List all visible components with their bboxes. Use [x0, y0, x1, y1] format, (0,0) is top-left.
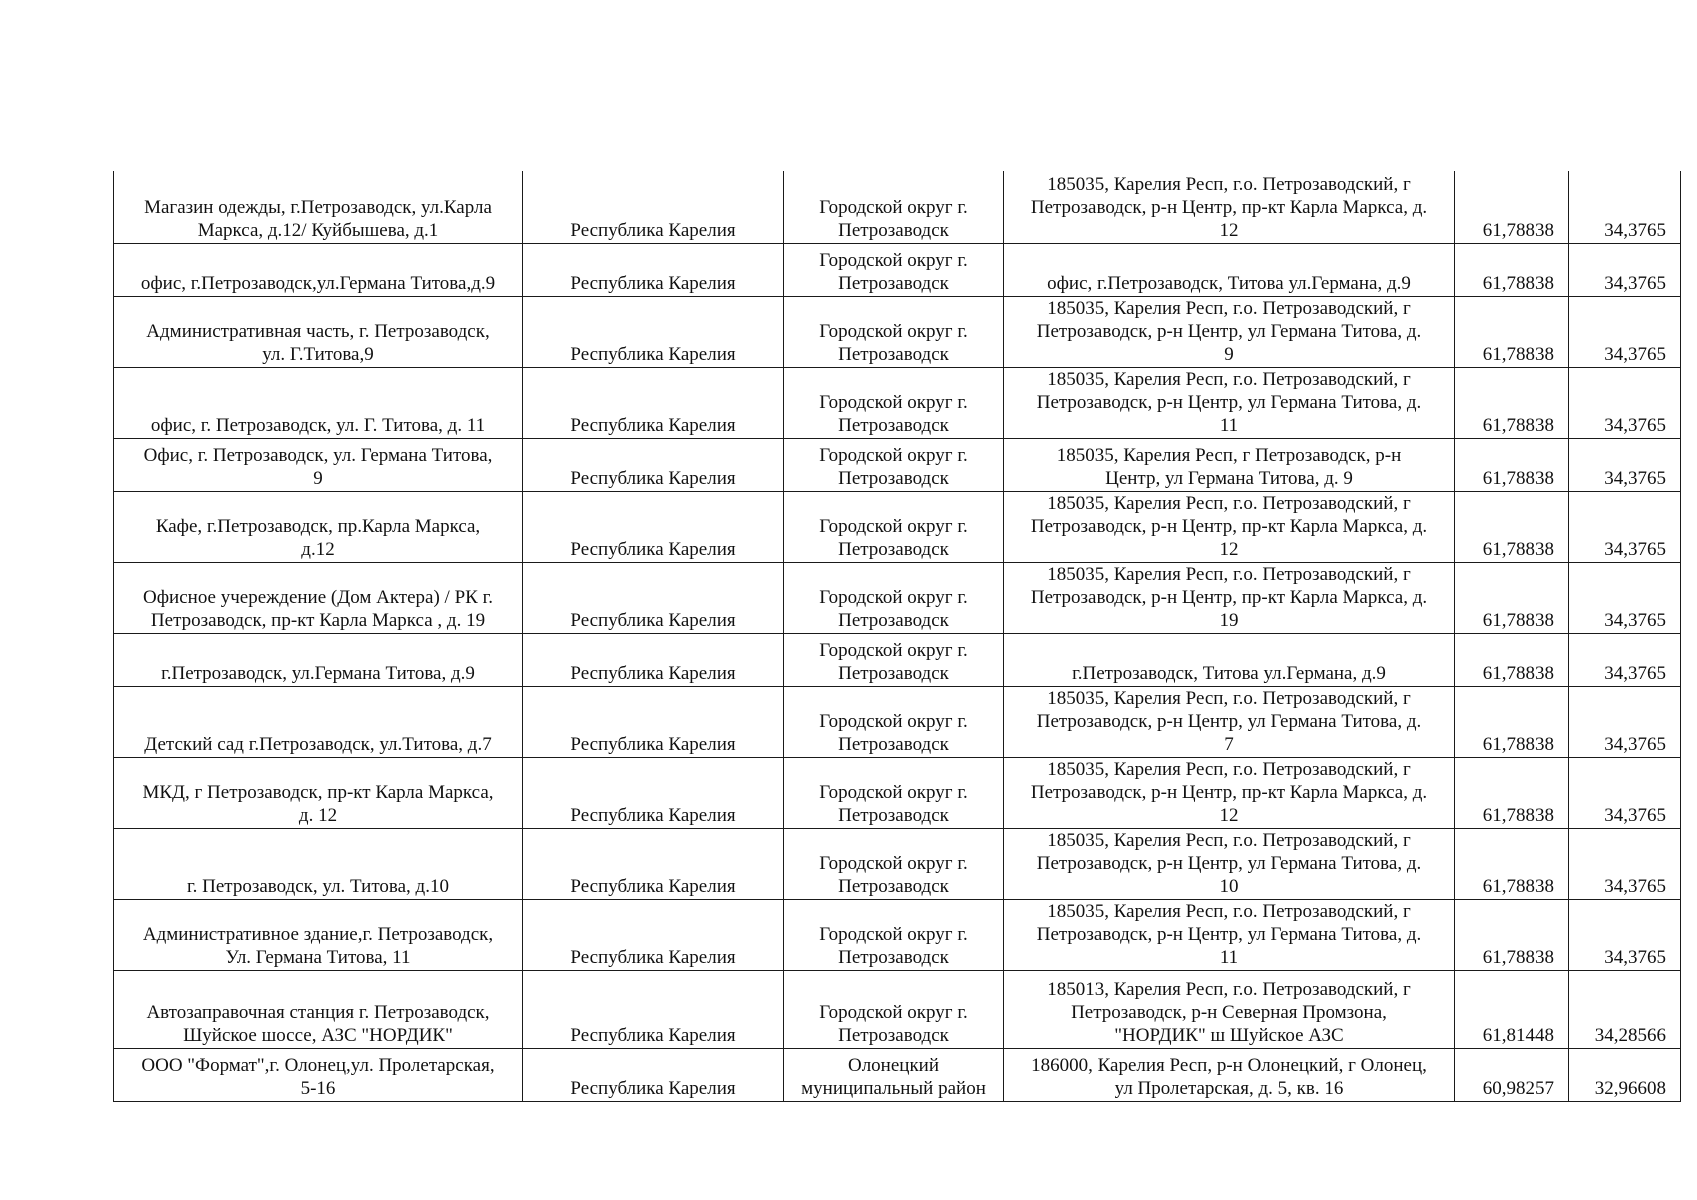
cell-address-text: 185035, Карелия Респ, г.о. Петрозаводский, г Петрозаводск, р-н Центр, пр-кт Карла Маркса, д. 12 [1030, 173, 1428, 241]
cell-latitude [1455, 171, 1569, 243]
cell-latitude [1455, 367, 1569, 438]
cell-latitude-text: 61,78838 [1482, 272, 1554, 294]
cell-municipality-text: Олонецкий муниципальный район [801, 1054, 986, 1099]
cell-latitude-text: 61,78838 [1482, 219, 1554, 241]
cell-latitude [1455, 899, 1569, 970]
cell-longitude-text: 34,28566 [1594, 1024, 1666, 1046]
cell-region-text: Республика Карелия [570, 946, 736, 968]
cell-region-text: Республика Карелия [570, 1024, 736, 1046]
cell-longitude-text: 34,3765 [1604, 804, 1666, 826]
cell-municipality-text: Городской округ г. Петрозаводск [819, 249, 968, 294]
cell-name [114, 438, 523, 491]
cell-latitude [1455, 828, 1569, 899]
cell-longitude-text: 34,3765 [1604, 343, 1666, 365]
cell-region [523, 296, 784, 367]
cell-name-text: Офис, г. Петрозаводск, ул. Германа Титова, 9 [143, 444, 493, 489]
cell-region [523, 367, 784, 438]
cell-address-text: 185035, Карелия Респ, г Петрозаводск, р-н Центр, ул Германа Титова, д. 9 [1056, 444, 1402, 489]
cell-region [523, 1048, 784, 1101]
organizations-table [113, 171, 1681, 1102]
cell-region-text: Республика Карелия [570, 343, 736, 365]
cell-longitude [1569, 491, 1681, 562]
cell-longitude [1569, 243, 1681, 296]
cell-name-text: г. Петрозаводск, ул. Титова, д.10 [187, 875, 449, 897]
table-body [114, 171, 1681, 1101]
table-row [114, 1048, 1681, 1101]
cell-address-text: 185035, Карелия Респ, г.о. Петрозаводский, г Петрозаводск, р-н Центр, ул Германа Титова, д. 7 [1036, 687, 1422, 755]
cell-address-text: 185013, Карелия Респ, г.о. Петрозаводский, г Петрозаводск, р-н Северная Промзона, "НОРДИК" ш Шуйское АЗС [1047, 978, 1411, 1046]
cell-address-text: 185035, Карелия Респ, г.о. Петрозаводский, г Петрозаводск, р-н Центр, пр-кт Карла Маркса, д. 12 [1030, 492, 1428, 560]
table-row [114, 171, 1681, 243]
cell-municipality [784, 438, 1004, 491]
cell-municipality-text: Городской округ г. Петрозаводск [819, 1001, 968, 1046]
cell-address [1004, 633, 1455, 686]
cell-longitude-text: 32,96608 [1594, 1077, 1666, 1099]
cell-latitude-text: 61,81448 [1482, 1024, 1554, 1046]
cell-region-text: Республика Карелия [570, 272, 736, 294]
cell-name [114, 757, 523, 828]
cell-latitude [1455, 757, 1569, 828]
cell-region [523, 686, 784, 757]
cell-municipality-text: Городской округ г. Петрозаводск [819, 444, 968, 489]
cell-address [1004, 899, 1455, 970]
cell-longitude-text: 34,3765 [1604, 272, 1666, 294]
cell-name [114, 296, 523, 367]
cell-name [114, 828, 523, 899]
cell-address [1004, 1048, 1455, 1101]
table-row [114, 757, 1681, 828]
cell-address-text: 186000, Карелия Респ, р-н Олонецкий, г Олонец, ул Пролетарская, д. 5, кв. 16 [1031, 1054, 1427, 1099]
cell-region-text: Республика Карелия [570, 875, 736, 897]
cell-address-text: 185035, Карелия Респ, г.о. Петрозаводский, г Петрозаводск, р-н Центр, ул Германа Титова, д. 11 [1036, 900, 1422, 968]
cell-name-text: Детский сад г.Петрозаводск, ул.Титова, д.7 [144, 733, 492, 755]
cell-latitude-text: 61,78838 [1482, 343, 1554, 365]
cell-latitude-text: 61,78838 [1482, 733, 1554, 755]
cell-region-text: Республика Карелия [570, 1077, 736, 1099]
cell-latitude-text: 61,78838 [1482, 875, 1554, 897]
cell-latitude [1455, 633, 1569, 686]
cell-municipality-text: Городской округ г. Петрозаводск [819, 781, 968, 826]
cell-address-text: 185035, Карелия Респ, г.о. Петрозаводский, г Петрозаводск, р-н Центр, пр-кт Карла Маркса, д. 12 [1030, 758, 1428, 826]
cell-municipality [784, 367, 1004, 438]
cell-longitude [1569, 438, 1681, 491]
table-row [114, 491, 1681, 562]
cell-region-text: Республика Карелия [570, 538, 736, 560]
table-row [114, 562, 1681, 633]
cell-region-text: Республика Карелия [570, 467, 736, 489]
cell-address [1004, 243, 1455, 296]
cell-municipality [784, 562, 1004, 633]
cell-latitude [1455, 438, 1569, 491]
cell-name-text: офис, г. Петрозаводск, ул. Г. Титова, д. 11 [150, 414, 486, 436]
cell-latitude-text: 61,78838 [1482, 538, 1554, 560]
cell-address [1004, 491, 1455, 562]
cell-municipality [784, 633, 1004, 686]
cell-longitude-text: 34,3765 [1604, 733, 1666, 755]
cell-region [523, 562, 784, 633]
cell-longitude [1569, 828, 1681, 899]
cell-longitude-text: 34,3765 [1604, 219, 1666, 241]
cell-region-text: Республика Карелия [570, 219, 736, 241]
cell-address [1004, 757, 1455, 828]
cell-name [114, 562, 523, 633]
cell-address-text: офис, г.Петрозаводск, Титова ул.Германа, д.9 [1047, 272, 1411, 294]
cell-name-text: Автозаправочная станция г. Петрозаводск, Шуйское шоссе, АЗС "НОРДИК" [146, 1001, 490, 1046]
cell-address [1004, 367, 1455, 438]
cell-region [523, 970, 784, 1048]
cell-name-text: Офисное учереждение (Дом Актера) / РК г. Петрозаводск, пр-кт Карла Маркса , д. 19 [143, 586, 493, 631]
cell-name [114, 1048, 523, 1101]
cell-municipality-text: Городской округ г. Петрозаводск [819, 639, 968, 684]
cell-region [523, 899, 784, 970]
cell-municipality [784, 243, 1004, 296]
cell-municipality-text: Городской округ г. Петрозаводск [819, 923, 968, 968]
cell-name-text: офис, г.Петрозаводск,ул.Германа Титова,д.9 [140, 272, 496, 294]
cell-longitude [1569, 367, 1681, 438]
cell-latitude-text: 61,78838 [1482, 467, 1554, 489]
table-row [114, 970, 1681, 1048]
cell-region [523, 243, 784, 296]
cell-region-text: Республика Карелия [570, 733, 736, 755]
cell-latitude [1455, 562, 1569, 633]
cell-address-text: 185035, Карелия Респ, г.о. Петрозаводский, г Петрозаводск, р-н Центр, пр-кт Карла Маркса, д. 19 [1030, 563, 1428, 631]
cell-longitude [1569, 1048, 1681, 1101]
cell-region-text: Республика Карелия [570, 414, 736, 436]
cell-latitude [1455, 1048, 1569, 1101]
cell-name-text: Кафе, г.Петрозаводск, пр.Карла Маркса, д.12 [155, 515, 481, 560]
cell-region [523, 757, 784, 828]
table-row [114, 438, 1681, 491]
cell-municipality [784, 899, 1004, 970]
cell-longitude [1569, 970, 1681, 1048]
cell-name [114, 491, 523, 562]
cell-address [1004, 296, 1455, 367]
cell-municipality-text: Городской округ г. Петрозаводск [819, 196, 968, 241]
cell-municipality-text: Городской округ г. Петрозаводск [819, 515, 968, 560]
cell-municipality [784, 171, 1004, 243]
cell-municipality-text: Городской округ г. Петрозаводск [819, 391, 968, 436]
cell-longitude-text: 34,3765 [1604, 414, 1666, 436]
cell-municipality-text: Городской округ г. Петрозаводск [819, 586, 968, 631]
cell-region [523, 491, 784, 562]
cell-latitude-text: 61,78838 [1482, 662, 1554, 684]
cell-longitude [1569, 757, 1681, 828]
cell-name [114, 633, 523, 686]
table-row [114, 243, 1681, 296]
cell-name [114, 686, 523, 757]
cell-latitude-text: 61,78838 [1482, 609, 1554, 631]
cell-municipality [784, 1048, 1004, 1101]
table-row [114, 899, 1681, 970]
cell-name [114, 243, 523, 296]
cell-address [1004, 970, 1455, 1048]
cell-municipality [784, 828, 1004, 899]
cell-municipality-text: Городской округ г. Петрозаводск [819, 852, 968, 897]
cell-municipality [784, 686, 1004, 757]
cell-region [523, 633, 784, 686]
cell-address-text: 185035, Карелия Респ, г.о. Петрозаводский, г Петрозаводск, р-н Центр, ул Германа Титова, д. 11 [1036, 368, 1422, 436]
cell-longitude-text: 34,3765 [1604, 946, 1666, 968]
cell-latitude [1455, 296, 1569, 367]
cell-latitude [1455, 686, 1569, 757]
cell-name-text: г.Петрозаводск, ул.Германа Титова, д.9 [161, 662, 475, 684]
cell-longitude-text: 34,3765 [1604, 875, 1666, 897]
cell-address [1004, 171, 1455, 243]
cell-name-text: Магазин одежды, г.Петрозаводск, ул.Карла Маркса, д.12/ Куйбышева, д.1 [144, 196, 492, 241]
table-row [114, 296, 1681, 367]
cell-name-text: Административная часть, г. Петрозаводск, ул. Г.Титова,9 [146, 320, 490, 365]
cell-municipality [784, 296, 1004, 367]
cell-longitude [1569, 171, 1681, 243]
cell-name [114, 171, 523, 243]
cell-municipality-text: Городской округ г. Петрозаводск [819, 710, 968, 755]
cell-name-text: МКД, г Петрозаводск, пр-кт Карла Маркса, д. 12 [142, 781, 494, 826]
cell-longitude-text: 34,3765 [1604, 538, 1666, 560]
cell-name [114, 970, 523, 1048]
cell-longitude [1569, 633, 1681, 686]
cell-address [1004, 438, 1455, 491]
cell-address [1004, 562, 1455, 633]
cell-latitude-text: 61,78838 [1482, 946, 1554, 968]
cell-latitude [1455, 491, 1569, 562]
cell-longitude [1569, 296, 1681, 367]
cell-longitude [1569, 686, 1681, 757]
cell-longitude [1569, 562, 1681, 633]
cell-latitude [1455, 243, 1569, 296]
cell-latitude-text: 61,78838 [1482, 414, 1554, 436]
cell-region [523, 171, 784, 243]
cell-name [114, 899, 523, 970]
cell-region-text: Республика Карелия [570, 662, 736, 684]
cell-latitude-text: 61,78838 [1482, 804, 1554, 826]
cell-name-text: ООО "Формат",г. Олонец,ул. Пролетарская, 5-16 [141, 1054, 495, 1099]
table-row [114, 633, 1681, 686]
cell-municipality-text: Городской округ г. Петрозаводск [819, 320, 968, 365]
cell-name-text: Административное здание,г. Петрозаводск, Ул. Германа Титова, 11 [142, 923, 494, 968]
cell-municipality [784, 970, 1004, 1048]
cell-address [1004, 828, 1455, 899]
cell-address [1004, 686, 1455, 757]
cell-address-text: 185035, Карелия Респ, г.о. Петрозаводский, г Петрозаводск, р-н Центр, ул Германа Титова, д. 10 [1036, 829, 1422, 897]
cell-municipality [784, 491, 1004, 562]
cell-address-text: 185035, Карелия Респ, г.о. Петрозаводский, г Петрозаводск, р-н Центр, ул Германа Титова, д. 9 [1036, 297, 1422, 365]
cell-longitude [1569, 899, 1681, 970]
cell-region [523, 828, 784, 899]
table-row [114, 828, 1681, 899]
cell-latitude [1455, 970, 1569, 1048]
cell-longitude-text: 34,3765 [1604, 467, 1666, 489]
cell-longitude-text: 34,3765 [1604, 662, 1666, 684]
cell-name [114, 367, 523, 438]
table-row [114, 367, 1681, 438]
cell-municipality [784, 757, 1004, 828]
cell-region-text: Республика Карелия [570, 609, 736, 631]
table-row [114, 686, 1681, 757]
cell-region [523, 438, 784, 491]
cell-region-text: Республика Карелия [570, 804, 736, 826]
cell-longitude-text: 34,3765 [1604, 609, 1666, 631]
cell-address-text: г.Петрозаводск, Титова ул.Германа, д.9 [1072, 662, 1386, 684]
cell-latitude-text: 60,98257 [1482, 1077, 1554, 1099]
